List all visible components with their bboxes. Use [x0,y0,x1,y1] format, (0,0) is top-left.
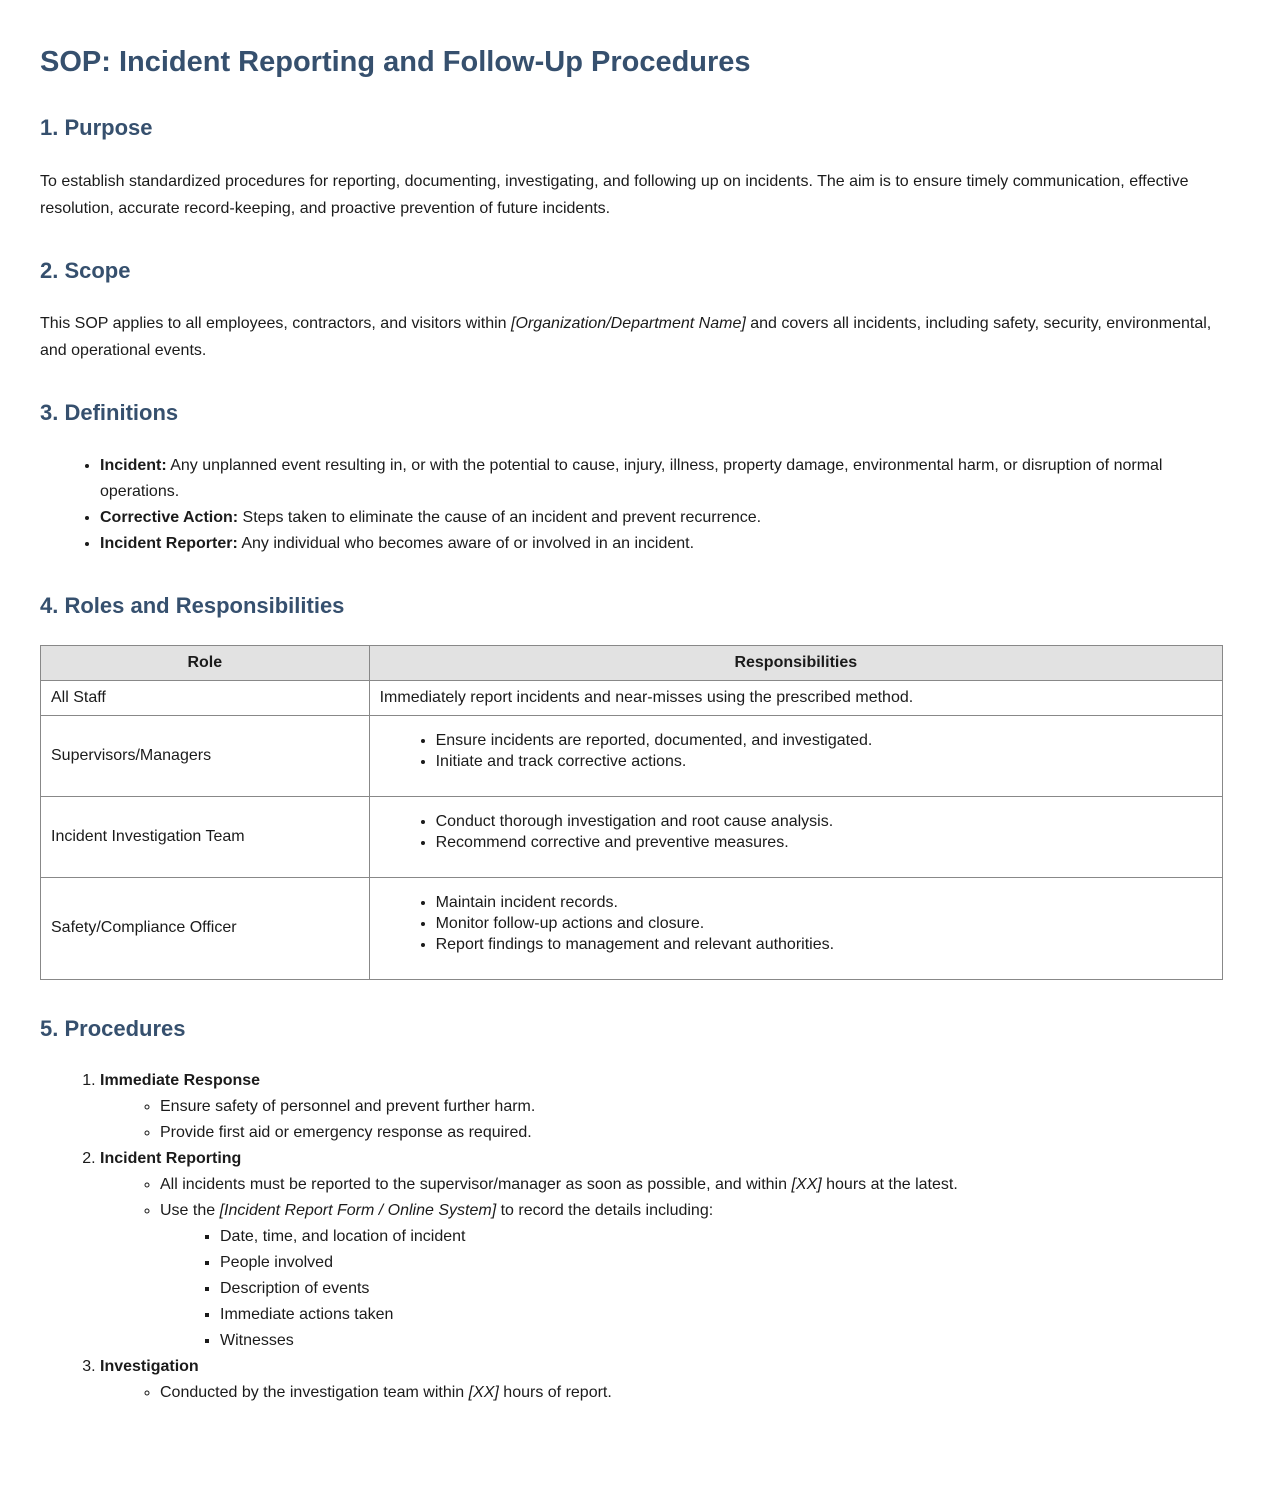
section-heading-purpose: 1. Purpose [40,115,153,141]
table-row [41,877,1223,979]
procedure-step-immediate-response [100,1068,1223,1146]
role-cell: Supervisors/Managers [41,715,370,796]
section-heading-scope: 2. Scope [40,257,131,283]
report-detail-item: ▪ Date, time, and location of incident [220,1224,1223,1250]
responsibilities-list [380,811,1212,853]
clipped-line-container [100,1380,1223,1402]
role-cell: Safety/Compliance Officer [41,877,370,979]
substep-text-pre: Conducted by the investigation team within [160,1384,469,1402]
responsibilities-cell [369,877,1222,979]
responsibility-item: • Recommend corrective and preventive measures. [436,832,1212,853]
definition-item-corrective-action [100,505,1223,531]
responsibility-item: • Report findings to management and relevant authorities. [436,934,1212,955]
responsibility-item: • Initiate and track corrective actions. [436,751,1212,772]
definition-term: Incident: [100,456,167,474]
procedure-step-title: Immediate Response [100,1072,261,1090]
definition-text: Any unplanned event resulting in, or with the potential to cause, injury, illness, property damage, environmental harm, or disruption of normal operations. [100,456,1163,500]
responsibilities-cell: Immediately report incidents and near-misses using the prescribed method. [369,680,1222,715]
procedure-step-title: Investigation [100,1358,199,1376]
definition-term: Incident Reporter: [100,534,238,552]
document-page [0,46,1263,1402]
substep-text-pre: All incidents must be reported to the supervisor/manager as soon as possible, and within [160,1176,792,1194]
responsibilities-cell [369,715,1222,796]
substep-text-post: to record the details including: [496,1202,714,1220]
responsibility-item: • Conduct thorough investigation and root cause analysis. [436,811,1212,832]
scope-text-post: and covers all incidents, including safety, security, environmental, and operational events. [40,315,1212,360]
responsibilities-cell [369,796,1222,877]
procedures-list [40,1068,1223,1402]
procedure-substeps [100,1380,1223,1406]
role-cell: All Staff [41,680,370,715]
table-row [41,715,1223,796]
table-header-row [41,645,1223,680]
procedure-substep [160,1172,1223,1198]
procedure-substep: ◦ Provide first aid or emergency response as required. [160,1120,1223,1146]
column-header-role: Role [41,645,370,680]
org-name-placeholder: [Organization/Department Name] [511,315,746,333]
procedure-step-title: Incident Reporting [100,1150,242,1168]
definition-text: Steps taken to eliminate the cause of an incident and prevent recurrence. [238,508,762,526]
definitions-list [40,453,1223,557]
definition-term: Corrective Action: [100,508,239,526]
report-detail-item: ▪ Immediate actions taken [220,1302,1223,1328]
responsibility-item: • Maintain incident records. [436,892,1212,913]
table-row [41,680,1223,715]
column-header-responsibilities: Responsibilities [369,645,1222,680]
section-heading-procedures: 5. Procedures [40,1015,186,1041]
scope-paragraph [40,310,1223,364]
procedure-step-incident-reporting [100,1146,1223,1354]
purpose-paragraph: To establish standardized procedures for reporting, documenting, investigating, and following up on incidents. The aim is to ensure timely communication, effective resolution, accurate record-keeping, and proactive prevention of future incidents. [40,172,1189,217]
definition-item-incident-reporter [100,531,1223,557]
report-detail-list [160,1224,1223,1354]
report-detail-item: ▪ Witnesses [220,1328,1223,1354]
responsibility-item: • Monitor follow-up actions and closure. [436,913,1212,934]
table-row [41,796,1223,877]
procedure-substeps [100,1172,1223,1354]
role-cell: Incident Investigation Team [41,796,370,877]
substep-text-post: hours of report. [498,1384,612,1402]
report-detail-item: ▪ People involved [220,1250,1223,1276]
document-title: SOP: Incident Reporting and Follow-Up Procedures [40,46,751,78]
section-heading-roles: 4. Roles and Responsibilities [40,592,345,618]
scope-text-pre: This SOP applies to all employees, contractors, and visitors within [40,315,512,333]
report-detail-item: ▪ Description of events [220,1276,1223,1302]
procedure-substep [160,1198,1223,1354]
procedure-substeps [100,1094,1223,1146]
substep-text-post: hours at the latest. [821,1176,958,1194]
report-form-placeholder: [Incident Report Form / Online System] [219,1202,497,1220]
section-heading-definitions: 3. Definitions [40,400,179,426]
xx-hours-placeholder: [XX] [468,1384,499,1402]
responsibility-item: • Ensure incidents are reported, documented, and investigated. [436,730,1212,751]
procedure-substep: ◦ Ensure safety of personnel and prevent further harm. [160,1094,1223,1120]
roles-table [40,645,1223,980]
xx-hours-placeholder: [XX] [791,1176,822,1194]
substep-text-pre: Use the [160,1202,220,1220]
responsibilities-list [380,892,1212,955]
definition-text: Any individual who becomes aware of or involved in an incident. [237,534,695,552]
procedure-step-investigation [100,1354,1223,1402]
responsibilities-list [380,730,1212,772]
definition-item-incident [100,453,1223,505]
procedure-substep [160,1380,1223,1406]
